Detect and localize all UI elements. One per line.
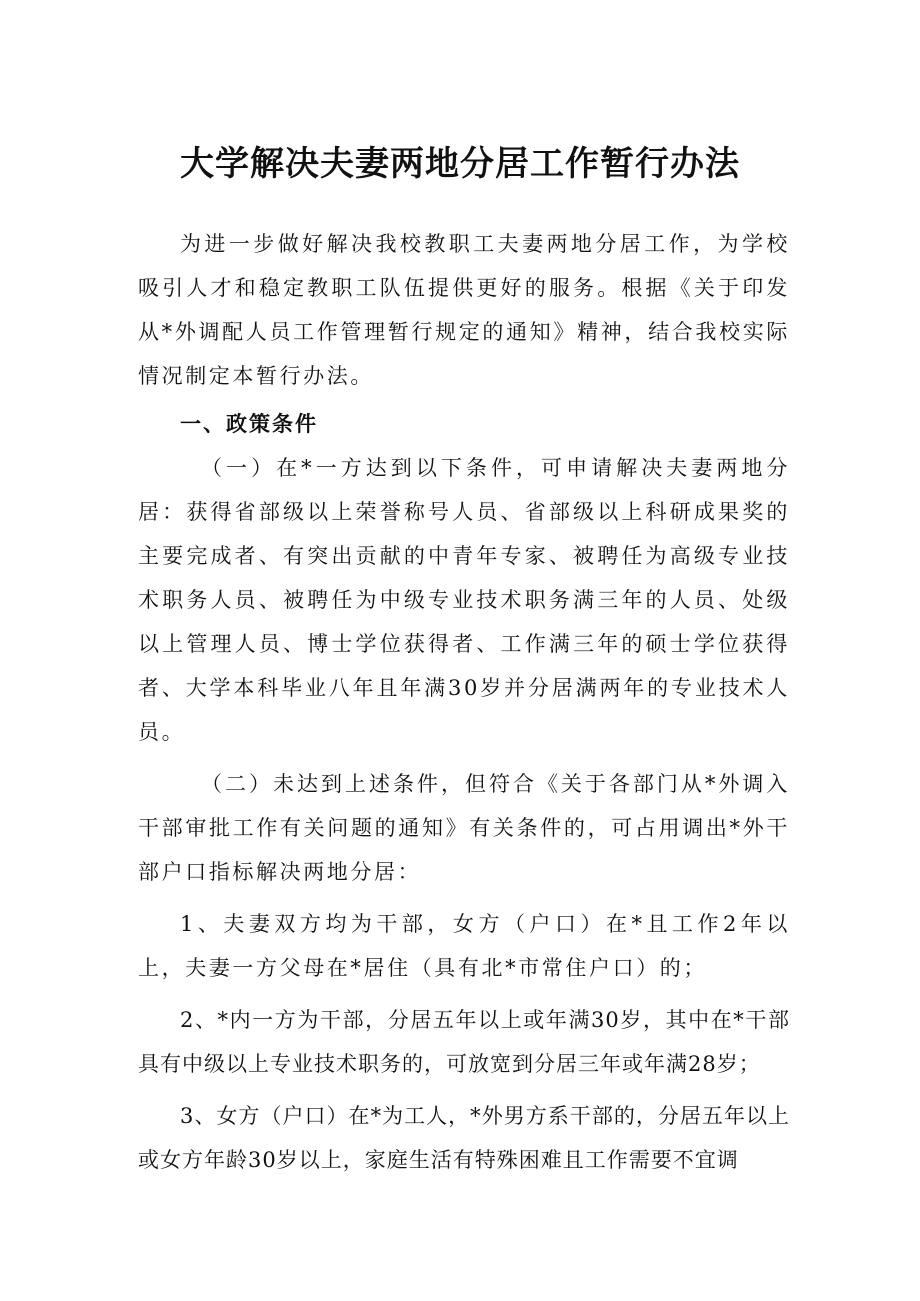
section-heading-policy-conditions: 一、政策条件: [180, 412, 318, 436]
policy-item-2: （二）未达到上述条件，但符合《关于各部门从*外调入干部审批工作有关问题的通知》有关条件的，可占用调出*外干部户口指标解决两地分居：: [138, 772, 790, 884]
policy-subitem-3: 3、女方（户口）在*为工人，*外男方系干部的，分居五年以上或女方年龄30岁以上，家庭生活有特殊困难且工作需要不宜调: [138, 1104, 790, 1172]
intro-paragraph: 为进一步做好解决我校教职工夫妻两地分居工作，为学校吸引人才和稳定教职工队伍提供更好的服务。根据《关于印发从*外调配人员工作管理暂行规定的通知》精神，结合我校实际情况制定本暂行办法。: [138, 232, 790, 388]
document-body: [138, 222, 790, 1182]
policy-subitem-2: 2、*内一方为干部，分居五年以上或年满30岁，其中在*干部具有中级以上专业技术职务的，可放宽到分居三年或年满28岁；: [138, 1008, 790, 1076]
policy-item-1: （一）在*一方达到以下条件，可申请解决夫妻两地分居：获得省部级以上荣誉称号人员、省部级以上科研成果奖的主要完成者、有突出贡献的中青年专家、被聘任为高级专业技术职务人员、被聘任为中级专业技术职务满三年的人员、处级以上管理人员、博士学位获得者、工作满三年的硕士学位获得者、大学本科毕业八年且年满30岁并分居满两年的专业技术人员。: [138, 456, 790, 744]
policy-subitem-1: 1、夫妻双方均为干部，女方（户口）在*且工作2年以上，夫妻一方父母在*居住（具有北*市常住户口）的；: [138, 912, 790, 980]
document-title: 大学解决夫妻两地分居工作暂行办法: [180, 144, 740, 184]
